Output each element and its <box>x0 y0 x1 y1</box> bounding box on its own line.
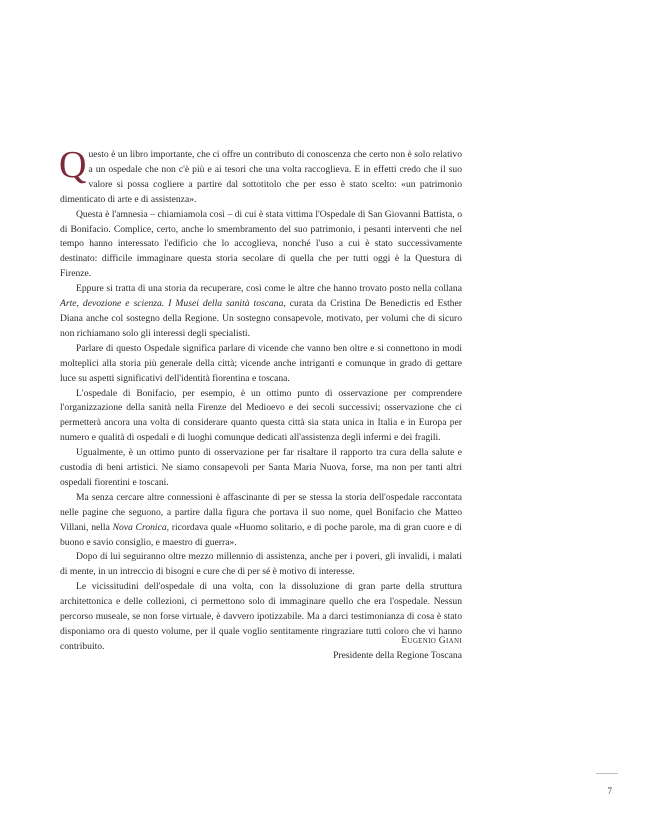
paragraph-7-text-a: Ma senza cercare altre connessioni è affascinante di per se stessa la storia dell'ospedale raccontata nelle pagine che seguono, a partire dalla figura che portava il suo nome, quel Bonifacio che Matteo Villani, nella <box>60 491 462 533</box>
paragraph-8: Dopo di lui seguiranno oltre mezzo millennio di assistenza, anche per i poveri, gli invalidi, i malati di mente, in un intreccio di bisogni e cure che di per sé è motivo di interesse. <box>60 551 462 578</box>
signature-block <box>300 633 462 663</box>
page-number: 7 <box>607 786 612 796</box>
paragraph-5: L'ospedale di Bonifacio, per esempio, è un ottimo punto di osservazione per comprendere l'organizzazione della sanità nella Firenze del Medioevo e dei secoli successivi; osservazione che ci permetterà ancora una volta di considerare quanto questa città sia stata unica in Italia e in Europa per numero e qualità di ospedali e di luoghi comunque dedicati all'assistenza degli infermi e dei fragili. <box>60 387 462 444</box>
author-name: Eugenio Giani <box>401 635 462 646</box>
series-title: Arte, devozione e scienza. I Musei della sanità toscana <box>60 298 284 310</box>
paragraph-6: Ugualmente, è un ottimo punto di osservazione per far risaltare il rapporto tra cura della salute e custodia di beni artistici. Ne siamo consapevoli per Santa Maria Nuova, forse, ma non per tanti altri ospedali fiorentini e toscani. <box>60 447 462 488</box>
paragraph-2: Questa è l'amnesia – chiamiamola così – di cui è stata vittima l'Ospedale di San Giovanni Battista, o di Bonifacio. Complice, certo, anche lo smembramento del suo patrimonio, i pesanti interventi che nel tempo hanno interessato l'edificio che lo accoglieva, nonché l'uso a cui è stato successivamente destinato: difficile immaginare questa storia secolare di quella che per tutti oggi è la Questura di Firenze. <box>60 208 462 280</box>
paragraph-3-text-a: Eppure si tratta di una storia da recuperare, così come le altre che hanno trovato posto nella collana <box>76 283 462 295</box>
paragraph-4: Parlare di questo Ospedale significa parlare di vicende che vanno ben oltre e si connettono in modi molteplici alla storia più generale della città; vicende anche intriganti e comunque in grado di gettare luce su aspetti significativi dell'identità fiorentina e toscana. <box>60 342 462 384</box>
paragraph-7-text-c: , ricordava quale «Huomo solitario, e di poche parole, ma di gran cuore e di buono e savio consiglio, e maestro di guerra». <box>60 521 462 548</box>
paragraph-9: Le vicissitudini dell'ospedale di una volta, con la dissoluzione di gran parte della struttura architettonica e delle collezioni, ci permettono solo di immaginare quello che era l'ospedale. Nessun percorso museale, se non forse virtuale, è davvero ipotizzabile. Ma a darci testimonianza di cosa è stato disponiamo ora di questo volume, per il quale voglio sentitamente ringraziare tutti coloro che vi hanno contribuito. <box>60 581 462 652</box>
author-role: Presidente della Regione Toscana <box>333 650 462 661</box>
paragraph-7 <box>60 491 462 551</box>
page-number-rule <box>596 773 618 774</box>
paragraph-intro-text: uesto è un libro importante, che ci offre un contributo di conoscenza che certo non è solo relativo a un ospedale che non c'è più e ai tesori che una volta raccoglieva. E in effetti credo che il suo valore si possa cogliere a partire dal sottotitolo che per esso è stato scelto: «un patrimonio dimenticato di arte e di assistenza». <box>60 149 462 205</box>
paragraph-3 <box>60 282 462 342</box>
paragraph-intro <box>59 144 462 208</box>
body-text <box>59 144 462 655</box>
chronicle-title: Nova Cronica <box>112 521 167 533</box>
drop-cap: Q <box>59 144 87 186</box>
paragraph-3-text-c: , curata da Cristina De Benedictis ed Esther Diana anche col sostegno della Regione. Un sostegno consapevole, motivato, per volumi che di sicuro non richiamano solo gli interessi degli specialisti. <box>60 298 462 339</box>
